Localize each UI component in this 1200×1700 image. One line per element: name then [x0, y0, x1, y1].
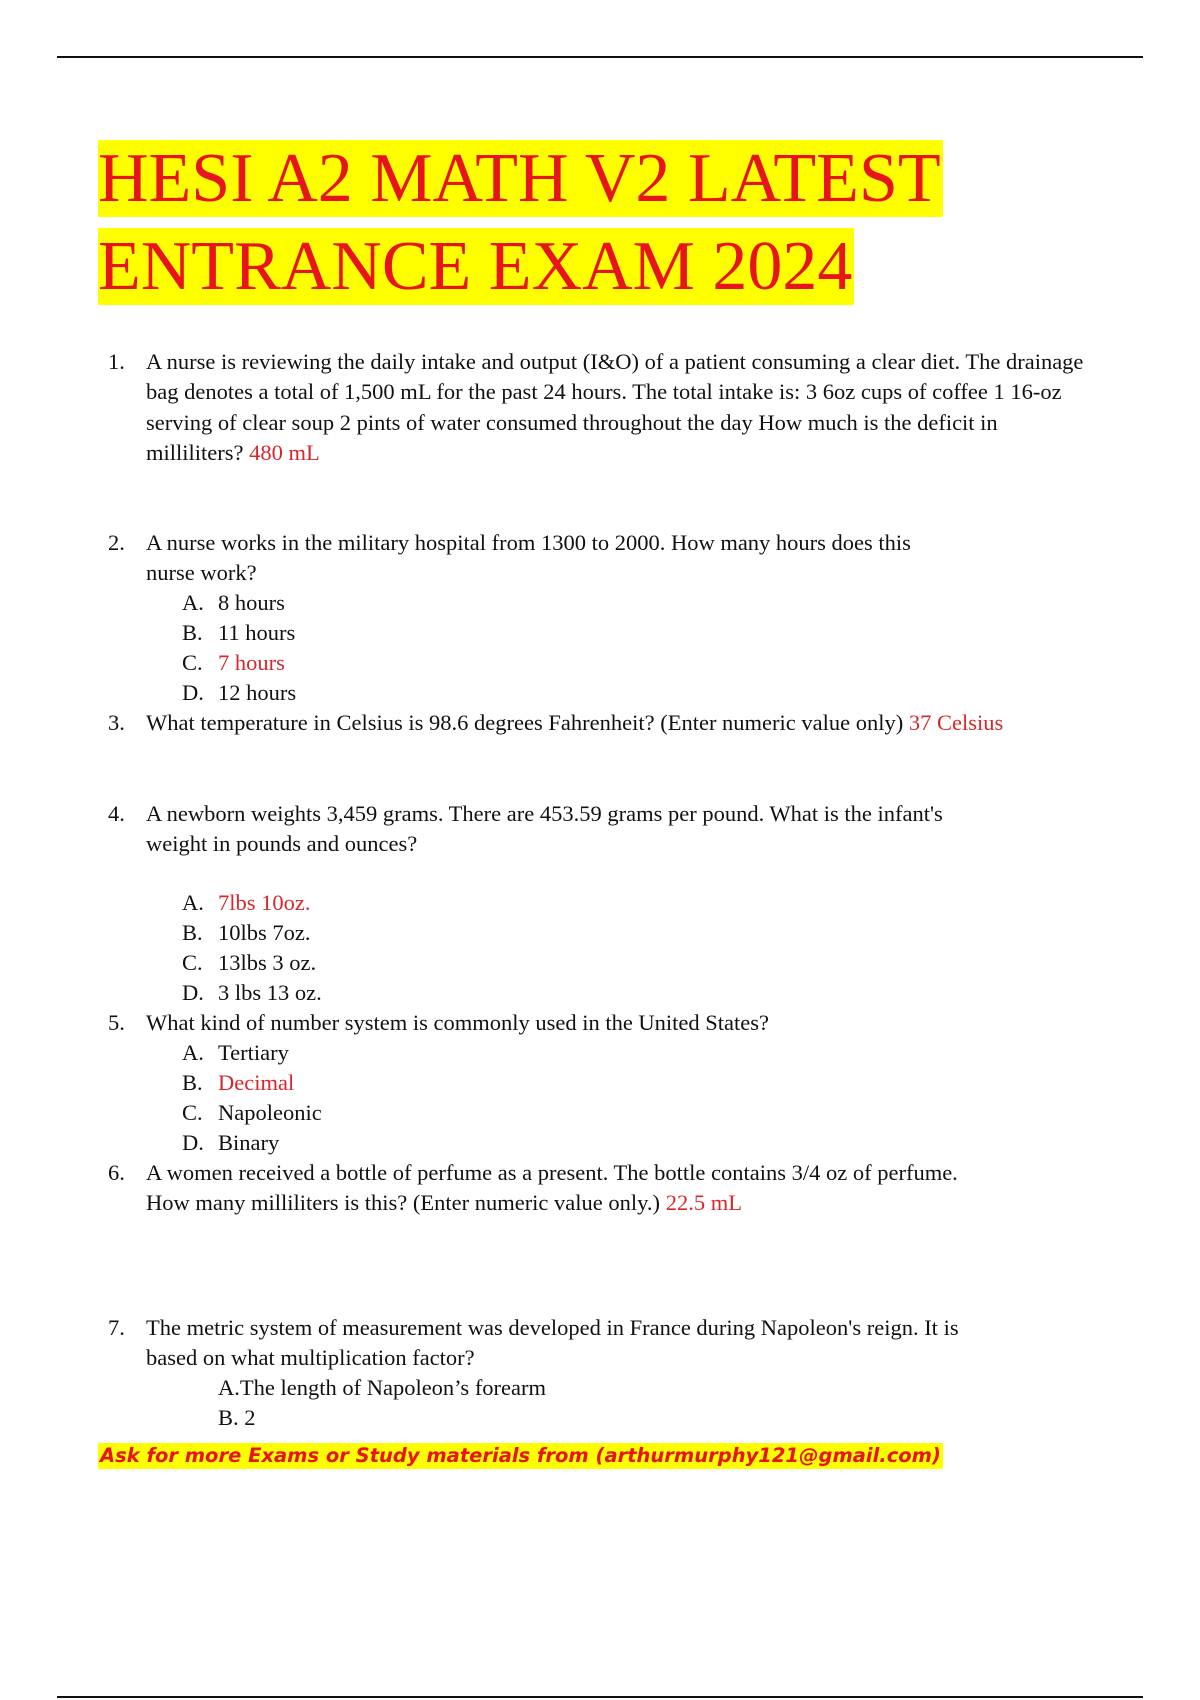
option: B. 2 — [218, 1405, 256, 1430]
option-correct: A. 7lbs 10oz. — [182, 890, 311, 915]
option: A.The length of Napoleon’s forearm — [218, 1375, 547, 1400]
option: D. 3 lbs 13 oz. — [182, 980, 322, 1005]
question-text: A newborn weights 3,459 grams. There are 453.59 grams per pound. What is the infant's weight in pounds and ounces? — [146, 801, 943, 857]
option: C. Napoleonic — [182, 1100, 322, 1125]
question-6 — [108, 1158, 1088, 1219]
question-text: The metric system of measurement was developed in France during Napoleon's reign. It is based on what multiplication factor? — [146, 1315, 959, 1371]
question-number: 1. — [108, 349, 125, 374]
option: C. 13lbs 3 oz. — [182, 950, 317, 975]
question-number: 3. — [108, 710, 125, 735]
option: D. 12 hours — [182, 680, 297, 705]
option-correct: B. Decimal — [182, 1070, 295, 1095]
question-3 — [108, 708, 1148, 738]
question-2 — [108, 528, 1088, 589]
option: B. 11 hours — [182, 620, 296, 645]
question-text: A nurse works in the military hospital from 1300 to 2000. How many hours does this nurse work? — [146, 530, 911, 586]
footer-contact-note: Ask for more Exams or Study materials from (arthurmurphy121@gmail.com) — [100, 1444, 941, 1467]
question-number: 6. — [108, 1160, 125, 1185]
option: D. Binary — [182, 1130, 280, 1155]
option: A. 8 hours — [182, 590, 285, 615]
question-number: 7. — [108, 1315, 125, 1340]
title-line-1: HESI A2 MATH V2 LATEST — [98, 140, 941, 217]
question-number: 2. — [108, 530, 125, 555]
question-number: 4. — [108, 801, 125, 826]
top-rule — [57, 56, 1143, 58]
question-text: A nurse is reviewing the daily intake and output (I&O) of a patient consuming a clear diet. The drainage bag denotes a total of 1,500 mL for the past 24 hours. The total intake is: 3 6oz cups of coffee 1 16-oz serving of clear soup 2 pints of water consumed throughout the day How much is the deficit in milliliters? 480 mL — [146, 349, 1084, 465]
answer: 22.5 mL — [665, 1190, 742, 1216]
question-5 — [108, 1008, 1088, 1038]
answer: 37 Celsius — [908, 710, 1004, 735]
question-text: What temperature in Celsius is 98.6 degrees Fahrenheit? (Enter numeric value only) 37 Celsius — [146, 710, 1004, 735]
answer: 480 mL — [249, 439, 320, 465]
question-7 — [108, 1313, 1088, 1374]
option: B. 10lbs 7oz. — [182, 920, 311, 945]
question-1 — [108, 347, 1093, 468]
document-title — [98, 135, 998, 311]
bottom-rule — [57, 1696, 1143, 1698]
question-number: 5. — [108, 1010, 125, 1035]
option-correct: C. 7 hours — [182, 650, 285, 675]
question-text: What kind of number system is commonly used in the United States? — [146, 1010, 770, 1035]
option: A. Tertiary — [182, 1040, 289, 1065]
question-4 — [108, 799, 1088, 860]
title-line-2: ENTRANCE EXAM 2024 — [98, 228, 853, 305]
question-text: A women received a bottle of perfume as a present. The bottle contains 3/4 oz of perfume. How many milliliters is this? (Enter numeric value only.) 22.5 mL — [146, 1160, 958, 1216]
